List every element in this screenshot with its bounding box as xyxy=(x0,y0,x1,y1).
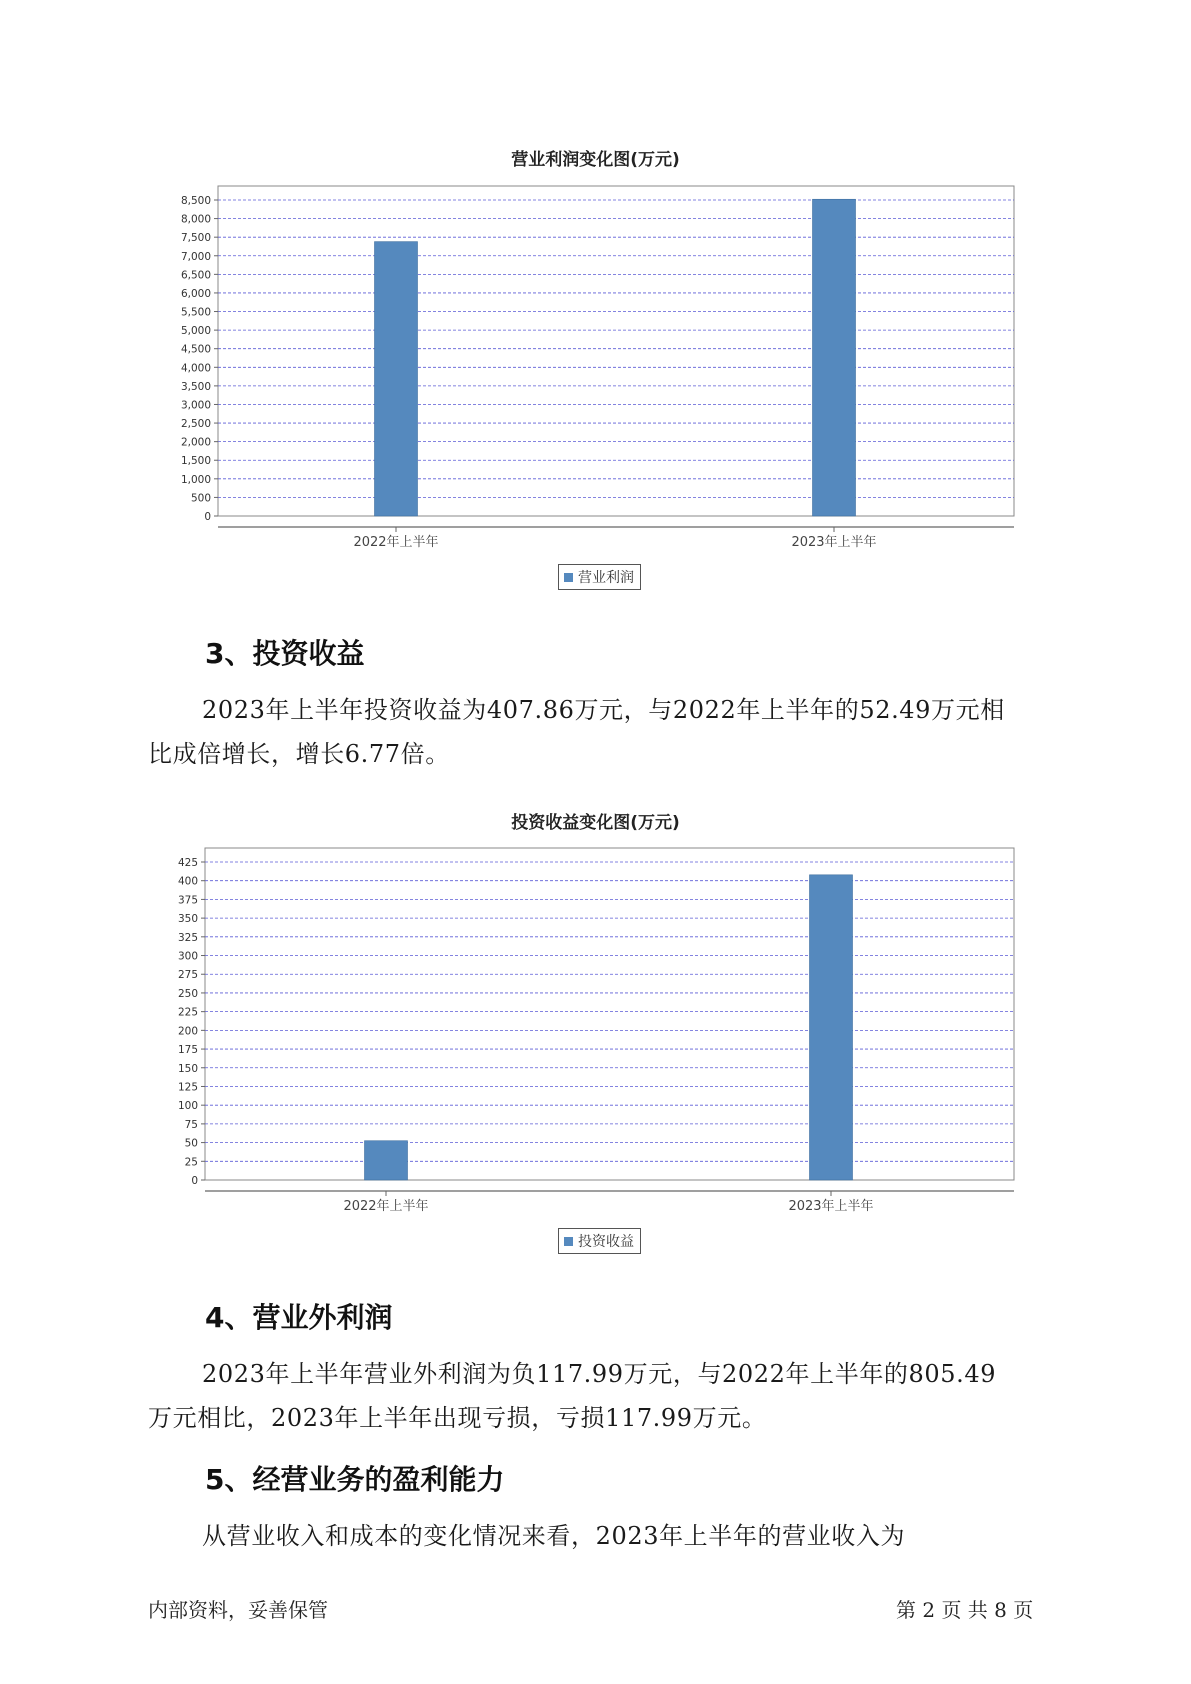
y-tick-label: 150 xyxy=(177,1062,198,1075)
y-tick-label: 2,000 xyxy=(180,436,211,449)
section5-heading: 5、经营业务的盈利能力 xyxy=(205,1463,505,1496)
footer-page-number: 第 2 页 共 8 页 xyxy=(896,1598,1034,1622)
section5-line1: 从营业收入和成本的变化情况来看，2023年上半年的营业收入为 xyxy=(202,1522,906,1550)
investment-income-chart xyxy=(0,840,1191,1214)
y-tick-label: 4,500 xyxy=(180,343,211,356)
y-tick-label: 75 xyxy=(184,1118,198,1131)
y-tick-label: 225 xyxy=(177,1006,198,1019)
chart2-legend xyxy=(558,1228,641,1254)
y-tick-label: 3,000 xyxy=(180,399,211,412)
y-tick-label: 325 xyxy=(177,931,198,944)
x-tick-label: 2022年上半年 xyxy=(353,535,439,550)
y-tick-label: 1,500 xyxy=(180,455,211,468)
x-tick-label: 2023年上半年 xyxy=(791,535,877,550)
y-tick-label: 275 xyxy=(177,969,198,982)
y-tick-label: 350 xyxy=(177,913,198,926)
y-tick-label: 5,000 xyxy=(180,325,211,338)
y-tick-label: 8,000 xyxy=(180,213,211,226)
bar-2022h1 xyxy=(375,242,418,516)
chart1-legend xyxy=(558,564,641,590)
y-tick-label: 500 xyxy=(190,492,211,505)
x-tick-label: 2022年上半年 xyxy=(343,1199,429,1214)
y-tick-label: 0 xyxy=(191,1175,198,1187)
x-tick-label: 2023年上半年 xyxy=(788,1199,874,1214)
section4-line1: 2023年上半年营业外利润为负117.99万元，与2022年上半年的805.49 xyxy=(202,1360,997,1388)
y-tick-label: 2,500 xyxy=(180,418,211,431)
y-tick-label: 0 xyxy=(204,511,211,523)
chart1-title: 营业利润变化图(万元) xyxy=(511,150,680,170)
y-tick-label: 7,000 xyxy=(180,250,211,263)
bar-2023h1 xyxy=(813,199,856,516)
operating-profit-chart xyxy=(0,180,1191,550)
bar-2022h1 xyxy=(365,1141,408,1180)
y-tick-label: 1,000 xyxy=(180,473,211,486)
section3-heading: 3、投资收益 xyxy=(205,637,365,670)
y-tick-label: 200 xyxy=(177,1025,198,1038)
section4-line2: 万元相比，2023年上半年出现亏损，亏损117.99万元。 xyxy=(148,1404,767,1432)
y-tick-label: 25 xyxy=(184,1156,198,1169)
legend-swatch xyxy=(564,1237,573,1246)
bar-2023h1 xyxy=(810,875,853,1180)
footer-left: 内部资料，妥善保管 xyxy=(148,1598,328,1622)
y-tick-label: 50 xyxy=(184,1137,198,1150)
y-tick-label: 425 xyxy=(177,857,198,869)
y-tick-label: 100 xyxy=(177,1100,198,1113)
y-tick-label: 4,000 xyxy=(180,362,211,375)
y-tick-label: 3,500 xyxy=(180,380,211,393)
plot-area xyxy=(218,186,1014,516)
y-tick-label: 5,500 xyxy=(180,306,211,319)
chart2-title: 投资收益变化图(万元) xyxy=(511,813,680,833)
y-tick-label: 250 xyxy=(177,987,198,1000)
chart2-legend-label: 投资收益 xyxy=(578,1234,634,1250)
y-tick-label: 6,500 xyxy=(180,269,211,282)
y-tick-label: 6,000 xyxy=(180,287,211,300)
y-tick-label: 400 xyxy=(177,875,198,888)
plot-area xyxy=(205,848,1014,1180)
section4-heading: 4、营业外利润 xyxy=(205,1301,393,1334)
legend-swatch xyxy=(564,573,573,582)
y-tick-label: 175 xyxy=(177,1044,198,1057)
y-tick-label: 125 xyxy=(177,1081,198,1094)
y-tick-label: 8,500 xyxy=(180,195,211,207)
section3-line1: 2023年上半年投资收益为407.86万元，与2022年上半年的52.49万元相 xyxy=(202,696,1005,724)
y-tick-label: 375 xyxy=(177,894,198,907)
section3-line2: 比成倍增长，增长6.77倍。 xyxy=(148,740,450,768)
chart1-legend-label: 营业利润 xyxy=(578,570,634,586)
y-tick-label: 7,500 xyxy=(180,232,211,245)
y-tick-label: 300 xyxy=(177,950,198,963)
